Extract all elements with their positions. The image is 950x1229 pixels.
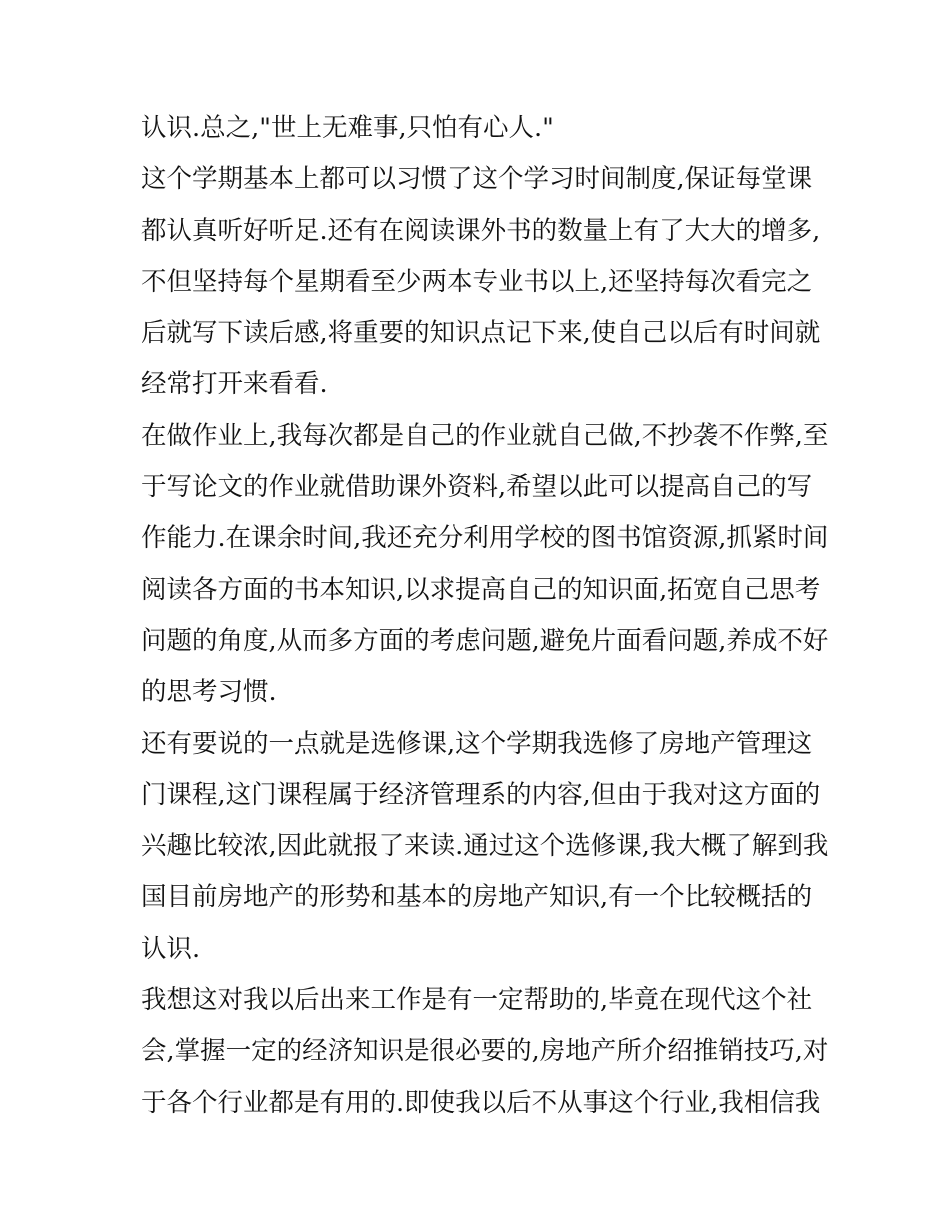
text-line: 阅读各方面的书本知识,以求提高自己的知识面,拓宽自己思考 [141,574,821,605]
text-line: 会,掌握一定的经济知识是很必要的,房地产所介绍推销技巧,对 [141,1036,829,1067]
text-line: 还有要说的一点就是选修课,这个学期我选修了房地产管理这 [141,728,813,759]
text-line: 这个学期基本上都可以习惯了这个学习时间制度,保证每堂课 [141,164,813,195]
body-text [141,103,829,1129]
text-line: 认识.总之,"世上无难事,只怕有心人." [141,113,554,143]
text-line: 国目前房地产的形势和基本的房地产知识,有一个比较概括的 [141,882,813,913]
text-line: 经常打开来看看. [141,369,328,400]
text-line: 后就写下读后感,将重要的知识点记下来,使自己以后有时间就 [141,318,821,349]
text-line: 在做作业上,我每次都是自己的作业就自己做,不抄袭不作弊,至 [141,420,829,451]
text-line: 不但坚持每个星期看至少两本专业书以上,还坚持每次看完之 [141,266,813,297]
text-line: 都认真听好听足.还有在阅读课外书的数量上有了大大的增多, [141,215,821,246]
text-line: 我想这对我以后出来工作是有一定帮助的,毕竟在现代这个社 [141,985,813,1016]
text-line: 作能力.在课余时间,我还充分利用学校的图书馆资源,抓紧时间 [141,523,829,554]
text-line: 认识. [141,933,201,964]
text-line: 于各个行业都是有用的.即使我以后不从事这个行业,我相信我 [141,1087,821,1118]
text-line: 问题的角度,从而多方面的考虑问题,避免片面看问题,养成不好 [141,625,829,656]
text-line: 于写论文的作业就借助课外资料,希望以此可以提高自己的写 [141,472,813,503]
text-line: 门课程,这门课程属于经济管理系的内容,但由于我对这方面的 [141,779,821,810]
text-line: 的思考习惯. [141,677,277,708]
text-line: 兴趣比较浓,因此就报了来读.通过这个选修课,我大概了解到我 [141,831,829,862]
